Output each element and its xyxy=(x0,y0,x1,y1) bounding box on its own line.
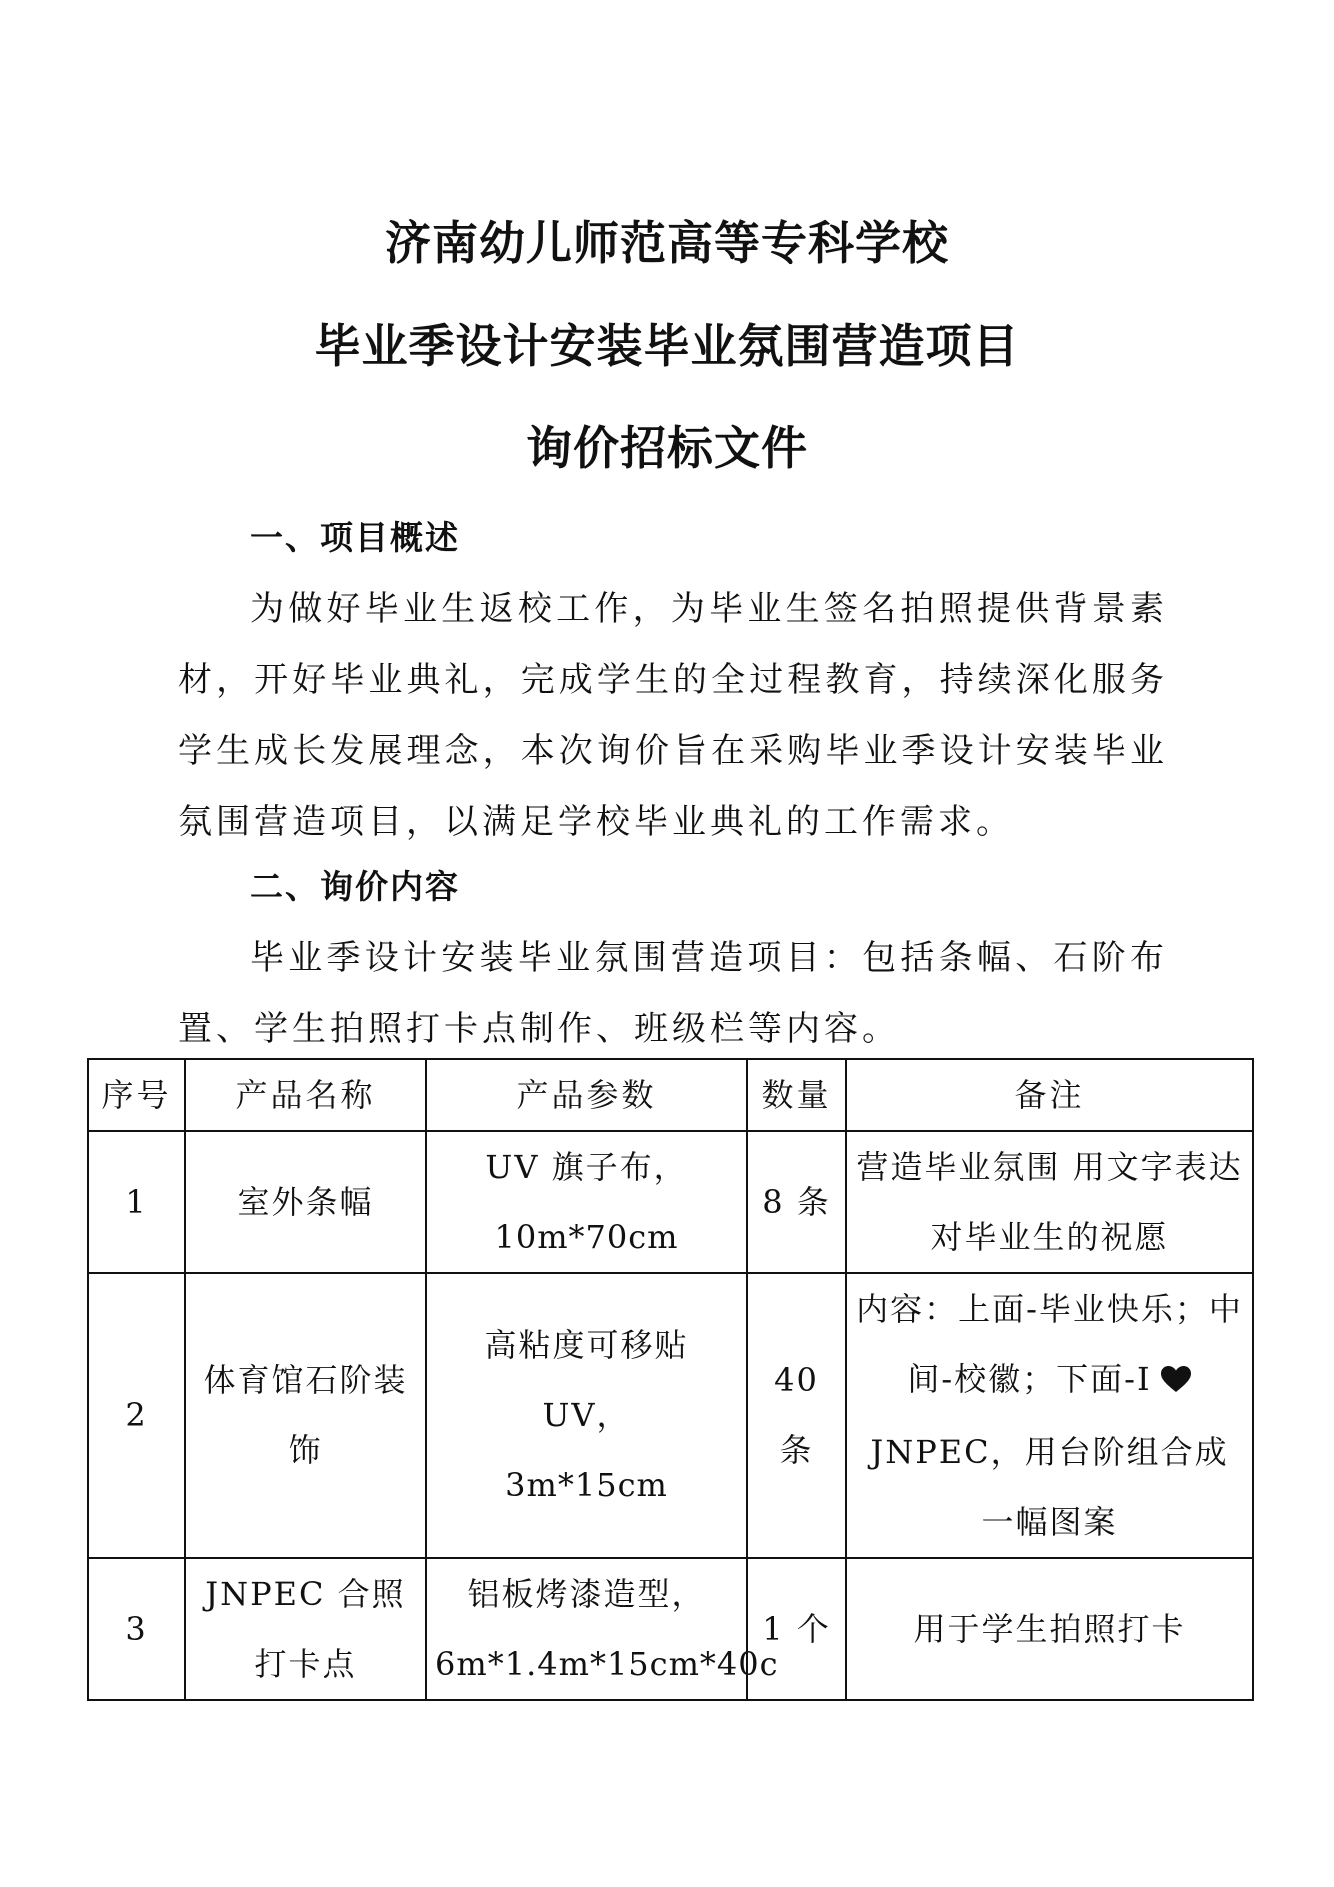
cell-name: JNPEC 合照打卡点 xyxy=(185,1558,426,1700)
note-text-part-2: JNPEC，用台阶组合成一幅图案 xyxy=(870,1432,1229,1541)
table-row xyxy=(88,1558,1253,1700)
cell-name: 室外条幅 xyxy=(185,1131,426,1273)
note-text-part-1: 内容：上面-毕业快乐；中间-校徽；下面-I xyxy=(856,1290,1243,1398)
cell-note xyxy=(846,1273,1253,1558)
cell-qty: 40 条 xyxy=(747,1273,846,1558)
product-table xyxy=(87,1058,1254,1701)
section-2-paragraph: 毕业季设计安装毕业氛围营造项目：包括条幅、石阶布置、学生拍照打卡点制作、班级栏等内容。 xyxy=(178,938,1168,1049)
header-no: 序号 xyxy=(88,1059,185,1131)
cell-qty: 1 个 xyxy=(747,1558,846,1700)
cell-note: 营造毕业氛围 用文字表达对毕业生的祝愿 xyxy=(846,1131,1253,1273)
cell-no: 1 xyxy=(88,1131,185,1273)
doc-title-line-1: 济南幼儿师范高等专科学校 xyxy=(385,216,949,270)
header-param: 产品参数 xyxy=(426,1059,747,1131)
table-row xyxy=(88,1131,1253,1273)
cell-param xyxy=(426,1558,779,1700)
param-line-2: 6m*1.4m*15cm*40c xyxy=(435,1644,779,1683)
section-1-heading: 一、项目概述 xyxy=(250,518,460,557)
param-line-1: 高粘度可移贴 UV， xyxy=(484,1326,689,1435)
param-line-1: 铝板烤漆造型， xyxy=(467,1574,706,1613)
cell-param xyxy=(426,1273,747,1558)
section-1-paragraph: 为做好毕业生返校工作，为毕业生签名拍照提供背景素材，开好毕业典礼，完成学生的全过程教育，持续深化服务学生成长发展理念，本次询价旨在采购毕业季设计安装毕业氛围营造项目，以满足学校毕业典礼的工作需求。 xyxy=(178,589,1168,842)
table-header-row xyxy=(88,1059,1253,1131)
cell-qty: 8 条 xyxy=(747,1131,846,1273)
doc-title-line-2: 毕业季设计安装毕业氛围营造项目 xyxy=(314,319,1020,373)
cell-no: 2 xyxy=(88,1273,185,1558)
param-line-2: 3m*15cm xyxy=(505,1466,668,1505)
section-2-heading: 二、询价内容 xyxy=(250,867,460,906)
header-name: 产品名称 xyxy=(185,1059,426,1131)
header-note: 备注 xyxy=(846,1059,1253,1131)
doc-title-line-3: 询价招标文件 xyxy=(526,421,808,475)
param-line-2: 10m*70cm xyxy=(494,1218,679,1256)
cell-name: 体育馆石阶装饰 xyxy=(185,1273,426,1558)
cell-no: 3 xyxy=(88,1558,185,1700)
param-line-1: UV 旗子布， xyxy=(485,1148,688,1186)
header-qty: 数量 xyxy=(747,1059,846,1131)
cell-param xyxy=(426,1131,747,1273)
cell-note: 用于学生拍照打卡 xyxy=(846,1558,1253,1700)
table-row xyxy=(88,1273,1253,1558)
heart-icon xyxy=(1160,1347,1192,1417)
